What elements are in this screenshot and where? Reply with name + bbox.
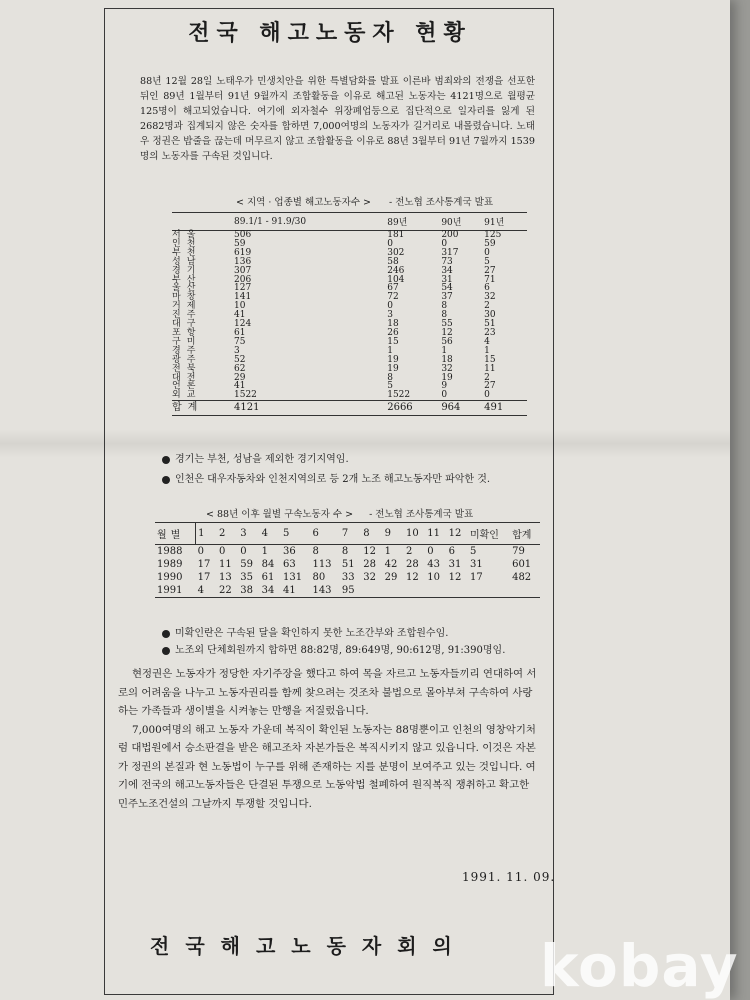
count-cell: 619: [234, 247, 252, 258]
count-cell: 19: [387, 354, 399, 365]
region-cell: 외교: [172, 390, 202, 401]
count-cell: 127: [234, 283, 252, 294]
table1-row: [172, 258, 527, 267]
count-cell: 75: [234, 336, 246, 347]
table1-source: - 전노협 조사통계국 발표: [389, 197, 494, 208]
region-cell: 광주: [172, 354, 202, 365]
count-cell: [383, 584, 404, 598]
table1-header-cell: 89.1/1 - 91.9/30: [234, 213, 387, 231]
table2-row: [155, 571, 540, 584]
count-cell: 62: [234, 363, 246, 374]
count-cell: 52: [234, 354, 246, 365]
count-cell: [447, 584, 468, 598]
count-cell: 8: [341, 546, 349, 557]
count-cell: 8: [387, 372, 393, 383]
count-cell: [425, 584, 446, 598]
count-cell: 2: [484, 372, 490, 383]
table2-header-cell: 10: [404, 523, 425, 545]
count-cell: 200: [441, 230, 459, 240]
table1-row: [172, 374, 527, 383]
count-cell: 131: [282, 572, 303, 583]
count-cell: 143: [310, 584, 339, 598]
count-cell: 9: [441, 381, 448, 392]
region-cell: 부천: [172, 247, 202, 258]
count-cell: 55: [441, 319, 453, 330]
region-cell: 경기: [172, 265, 202, 276]
count-cell: [468, 584, 510, 598]
region-cell: 대전: [172, 372, 202, 383]
year-cell: 1989: [157, 559, 183, 570]
count-cell: 79: [512, 546, 525, 557]
count-cell: 30: [484, 310, 496, 321]
count-cell: 0: [441, 390, 448, 401]
year-cell: 1988: [157, 546, 183, 557]
total-cell: 491: [484, 401, 527, 416]
table2-source: - 전노협 조사통계국 발표: [369, 509, 474, 520]
region-cell: 언론: [172, 381, 202, 392]
count-cell: 31: [441, 274, 453, 285]
count-cell: 41: [234, 310, 246, 321]
count-cell: 73: [441, 256, 453, 267]
count-cell: 22: [217, 584, 238, 598]
count-cell: 35: [240, 572, 254, 583]
count-cell: [510, 584, 540, 598]
count-cell: 15: [387, 336, 399, 347]
count-cell: 141: [234, 292, 252, 303]
table1-caption-row: [236, 194, 511, 208]
count-cell: 113: [312, 559, 332, 570]
count-cell: 6: [484, 283, 490, 294]
count-cell: 13: [218, 572, 232, 583]
count-cell: 0: [441, 238, 448, 249]
count-cell: 23: [484, 327, 496, 338]
region-cell: 인천: [172, 238, 202, 249]
note-non-union: 노조외 단체회원까지 합하면 88:82명, 89:649명, 90:612명, 91:390명임.: [162, 641, 505, 656]
count-cell: 56: [441, 336, 453, 347]
table2-header-cell: 월별: [155, 523, 196, 545]
region-cell: 부산: [172, 274, 202, 285]
count-cell: 6: [448, 546, 456, 557]
count-cell: 71: [484, 274, 496, 285]
count-cell: 37: [441, 292, 453, 303]
region-cell: 포항: [172, 327, 202, 338]
organization-name: 전국해고노동자회의: [150, 934, 468, 958]
table1-header-cell: 90년: [441, 213, 484, 231]
table2-header-cell: 7: [340, 523, 361, 545]
table2-header-cell: 미확인: [468, 523, 510, 545]
count-cell: 15: [484, 354, 496, 365]
count-cell: 32: [484, 292, 496, 303]
table1-row: [172, 320, 527, 329]
document-title: 전국 해고노동자 현황: [188, 20, 472, 46]
count-cell: 307: [234, 265, 252, 276]
count-cell: 80: [312, 572, 326, 583]
table2-header-cell: 11: [425, 523, 446, 545]
count-cell: 4: [196, 584, 217, 598]
count-cell: 5: [484, 256, 490, 267]
count-cell: 17: [469, 572, 483, 583]
count-cell: 2: [405, 546, 413, 557]
count-cell: 31: [469, 559, 483, 570]
total-cell: 964: [441, 401, 484, 416]
count-cell: 27: [484, 381, 496, 392]
count-cell: 58: [387, 256, 399, 267]
count-cell: 0: [387, 238, 393, 249]
table2-header-cell: 1: [196, 523, 217, 545]
table2-row: [155, 558, 540, 571]
count-cell: 0: [427, 546, 434, 557]
count-cell: 8: [312, 546, 319, 557]
count-cell: 67: [387, 283, 399, 294]
count-cell: 29: [384, 572, 398, 583]
count-cell: 27: [484, 265, 496, 276]
total-cell: 4121: [234, 401, 387, 416]
count-cell: 1: [384, 546, 391, 557]
count-cell: 4: [484, 336, 490, 347]
body-paragraph: 현정권은 노동자가 정당한 자기주장을 했다고 하여 목을 자르고 노동자들끼리 연대하여 서로의 어려움을 나누고 노동자권리를 함께 찾으려는 것조차 불법으로 몰아부쳐 구속하여 사랑하는 가족들과 생이별을 시켜놓는 만행을 저질렀읍니다.: [118, 668, 537, 717]
count-cell: 10: [427, 572, 441, 583]
total-label: 합계: [172, 401, 234, 416]
region-cell: 구미: [172, 336, 202, 347]
count-cell: 10: [234, 301, 246, 312]
count-cell: 12: [363, 546, 376, 557]
count-cell: [404, 584, 425, 598]
count-cell: 1: [441, 345, 448, 356]
table2-header-cell: 5: [281, 523, 310, 545]
bullet-icon: [162, 647, 170, 655]
count-cell: 12: [448, 572, 462, 583]
count-cell: 12: [441, 327, 453, 338]
region-cell: 경주: [172, 345, 202, 356]
count-cell: 38: [238, 584, 259, 598]
table1-row: [172, 267, 527, 276]
table1-row: [172, 365, 527, 374]
count-cell: 19: [441, 372, 453, 383]
region-cell: 성남: [172, 256, 202, 267]
table2-header-cell: 2: [217, 523, 238, 545]
table1-row: [172, 240, 527, 249]
table2-row: [155, 545, 540, 559]
arrested-workers-table: [155, 522, 540, 598]
table1-header-cell: [172, 213, 234, 231]
count-cell: 206: [234, 274, 252, 285]
count-cell: 28: [363, 559, 376, 570]
count-cell: [361, 584, 382, 598]
count-cell: 302: [387, 247, 405, 258]
count-cell: 0: [484, 247, 490, 258]
note-gyeonggi: 경기는 부천, 성남을 제외한 경기지역임.: [162, 450, 349, 465]
count-cell: 0: [484, 390, 490, 401]
count-cell: 2: [484, 301, 490, 312]
table1-row: [172, 338, 527, 347]
count-cell: 41: [234, 381, 246, 392]
count-cell: 63: [282, 559, 296, 570]
count-cell: 601: [512, 559, 532, 570]
count-cell: 59: [240, 559, 254, 570]
table1-row: [172, 311, 527, 320]
count-cell: 1: [387, 345, 393, 356]
count-cell: 59: [484, 238, 496, 249]
intro-paragraph: 88년 12월 28일 노태우가 민생치안을 위한 특별담화를 발표 이른바 범죄와의 전쟁을 선포한 뒤인 89년 1월부터 91년 9월까지 조합활동을 이유로 해고된 노동자는 4121명으로 월평균 125명이 해고되었습니다. 여기에 외자철수 위장폐업등으로 집단적으로 일자리를 잃게 된 2682명과 집계되지 않은 숫자를 합하면 7,000여명의 노동자가 길거리로 내몰렸습니다. 노태우 정권은 밥줄을 끊는데 머무르지 않고 조합활동을 이유로 88년 3월부터 91년 7월까지 1539명의 노동자를 구속된 것입니다.: [140, 76, 535, 162]
table1-row: [172, 356, 527, 365]
count-cell: 95: [340, 584, 361, 598]
region-cell: 거제: [172, 301, 202, 312]
total-cell: 2666: [387, 401, 441, 416]
count-cell: 34: [441, 265, 453, 276]
count-cell: 19: [387, 363, 399, 374]
count-cell: 8: [441, 301, 448, 312]
count-cell: 11: [218, 559, 232, 570]
table2-header-cell: 4: [260, 523, 281, 545]
table1-row: [172, 249, 527, 258]
count-cell: 43: [427, 559, 441, 570]
table1-header-cell: 91년: [484, 213, 527, 231]
table2-caption-row: [206, 506, 489, 520]
count-cell: 41: [281, 584, 310, 598]
count-cell: 1522: [234, 390, 257, 401]
count-cell: 72: [387, 292, 399, 303]
count-cell: 51: [341, 559, 355, 570]
bullet-icon: [162, 456, 170, 464]
dismissed-workers-table: [172, 212, 527, 416]
bullet-icon: [162, 476, 170, 484]
count-cell: 32: [441, 363, 453, 374]
table1-row: [172, 329, 527, 338]
count-cell: 8: [441, 310, 448, 321]
count-cell: 34: [260, 584, 281, 598]
count-cell: 54: [441, 283, 453, 294]
region-cell: 마창: [172, 292, 202, 303]
note-unconfirmed: 미확인란은 구속된 달을 확인하지 못한 노조간부와 조합원수임.: [162, 624, 448, 639]
table2-header-cell: 8: [361, 523, 382, 545]
table1-row: [172, 302, 527, 311]
count-cell: 61: [261, 572, 275, 583]
bullet-icon: [162, 630, 170, 638]
table1-row: [172, 276, 527, 285]
body-text: [118, 665, 538, 813]
count-cell: 18: [387, 319, 399, 330]
count-cell: 28: [405, 559, 419, 570]
count-cell: 51: [484, 319, 496, 330]
table2-row: [155, 584, 540, 598]
table2-header-cell: 12: [447, 523, 468, 545]
table1-row: [172, 382, 527, 391]
count-cell: 61: [234, 327, 246, 338]
count-cell: 104: [387, 274, 405, 285]
count-cell: 506: [234, 230, 252, 240]
count-cell: 0: [387, 301, 393, 312]
count-cell: 0: [197, 546, 204, 557]
body-paragraph: 7,000여명의 해고 노동자 가운데 복직이 확인된 노동자는 88명뿐이고 인천의 영창악기처럼 대법원에서 승소판결을 받은 해고조차 자본가들은 복직시키지 않고 있읍니다. 이것은 자본가 정권의 본질과 현 노동법이 누구를 위해 존재하는 지를 분명이 보여주고 있는 것입니다. 여기에 전국의 해고노동자들은 단결된 투쟁으로 노동악법 철폐하여 원직복직 쟁취하고 확고한 민주노조건설의 그날까지 투쟁할 것입니다.: [118, 723, 536, 810]
region-cell: 대구: [172, 319, 202, 330]
table1-row: [172, 347, 527, 356]
count-cell: 31: [448, 559, 462, 570]
count-cell: 17: [197, 572, 211, 583]
region-cell: 서울: [172, 230, 202, 240]
table2-caption: < 88년 이후 월별 구속노동자 수 >: [206, 509, 354, 520]
table1-row: [172, 284, 527, 293]
count-cell: 59: [234, 238, 246, 249]
count-cell: 1: [261, 546, 269, 557]
count-cell: 29: [234, 372, 246, 383]
count-cell: 181: [387, 230, 405, 240]
table2-header-cell: 3: [238, 523, 259, 545]
table1-caption: < 지역 · 업종별 해고노동자수 >: [236, 197, 371, 208]
region-cell: 진주: [172, 310, 202, 321]
count-cell: 0: [218, 546, 226, 557]
region-cell: 울산: [172, 283, 202, 294]
table1-row: [172, 231, 527, 240]
count-cell: 3: [234, 345, 240, 356]
table1-total-row: [172, 401, 527, 416]
document-date: 1991. 11. 09.: [462, 870, 556, 884]
count-cell: 1: [484, 345, 490, 356]
table2-header-cell: 합계: [510, 523, 540, 545]
count-cell: 26: [387, 327, 399, 338]
count-cell: 84: [261, 559, 275, 570]
table1-header-cell: 89년: [387, 213, 441, 231]
count-cell: 36: [282, 546, 296, 557]
year-cell: 1991: [155, 584, 196, 598]
count-cell: 12: [405, 572, 419, 583]
table1-row: [172, 293, 527, 302]
count-cell: 246: [387, 265, 405, 276]
count-cell: 32: [363, 572, 376, 583]
watermark-logo: kobay: [540, 932, 739, 1000]
year-cell: 1990: [157, 572, 183, 583]
count-cell: 5: [469, 546, 477, 557]
count-cell: 0: [240, 546, 247, 557]
count-cell: 42: [384, 559, 398, 570]
count-cell: 317: [441, 247, 459, 258]
table2-header-cell: 6: [310, 523, 339, 545]
region-cell: 전북: [172, 363, 202, 374]
count-cell: 124: [234, 319, 252, 330]
count-cell: 1522: [387, 390, 411, 401]
count-cell: 482: [512, 572, 532, 583]
count-cell: 136: [234, 256, 252, 267]
count-cell: 5: [387, 381, 393, 392]
count-cell: 125: [484, 230, 502, 240]
table1-row: [172, 391, 527, 400]
count-cell: 11: [484, 363, 496, 374]
note-incheon: 인천은 대우자동차와 인천지역의로 등 2개 노조 해고노동자만 파악한 것.: [162, 470, 490, 485]
count-cell: 3: [387, 310, 393, 321]
table2-header-cell: 9: [383, 523, 404, 545]
count-cell: 33: [341, 572, 355, 583]
count-cell: 18: [441, 354, 453, 365]
count-cell: 17: [197, 559, 211, 570]
